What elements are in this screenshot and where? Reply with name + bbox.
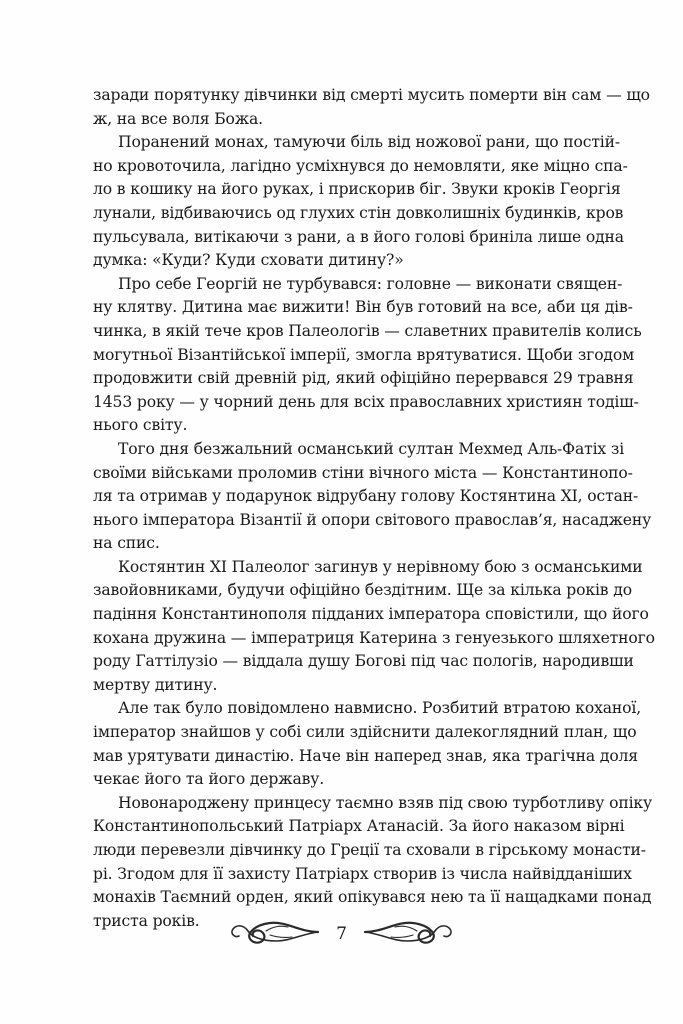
text-line: думка: «Куди? Куди сховати дитину?»: [93, 251, 404, 270]
text-line: заради порятунку дівчинки від смерті мусить померти він сам — що: [93, 86, 650, 104]
text-line: монахів Таємний орден, який опікувався нею та її нащадками понад: [93, 888, 652, 907]
text-line: чекає його та його державу.: [93, 770, 325, 789]
text-line: мав урятувати династію. Наче він наперед знав, яка трагічна доля: [93, 746, 638, 765]
paragraph: [93, 273, 642, 438]
text-line: пульсувала, витікаючи з рани, а в його голові бриніла лише одна: [93, 227, 624, 246]
text-line: чинка, в якій тече кров Палеологів — славетних правителів колись: [93, 321, 642, 340]
text-line: Поранений монах, тамуючи біль від ножової рани, що постій-: [118, 133, 620, 152]
text-line: мертву дитину.: [93, 675, 218, 694]
text-line: нього світу.: [93, 416, 188, 435]
text-line: ля та отримав у подарунок відрубану голову Костянтина XI, остан-: [93, 487, 639, 506]
text-line: імператор знайшов у собі сили здійснити далекоглядний план, що: [93, 723, 637, 742]
text-line: Того дня безжальний османський султан Мехмед Аль-Фатіх зі: [118, 439, 625, 458]
paragraph: [93, 556, 655, 698]
text-line: люди перевезли дівчинку до Греції та сховали в гірському монасти-: [93, 841, 646, 859]
paragraph: [93, 131, 628, 273]
text-line: на спис.: [93, 534, 160, 553]
text-line: триста років.: [93, 911, 200, 930]
text-line: своїми військами проломив стіни вічного міста — Константинопо-: [93, 463, 633, 482]
text-line: продовжити свій древній рід, який офіційно перервався 29 травня: [93, 369, 634, 388]
text-line: но кровоточила, лагідно усміхнувся до немовляти, яке міцно спа-: [93, 156, 628, 175]
text-line: лунали, відбиваючись од глухих стін довколишніх будинків, кров: [93, 203, 624, 222]
page-number: 7: [336, 924, 347, 944]
page-footer: [0, 912, 683, 952]
paragraph: [93, 438, 652, 556]
text-line: кохана дружина — імператриця Катерина з генуезького шляхетного: [93, 628, 655, 647]
text-line: Про себе Георгій не турбувався: головне — виконати священ-: [118, 274, 623, 293]
text-line: завойовниками, будучи офіційно бездітним. Ще за кілька років до: [93, 581, 632, 600]
text-line: Константинопольський Патріарх Атанасій. За його наказом вірні: [93, 817, 625, 836]
text-line: роду Гаттілузіо — віддала душу Богові під час пологів, народивши: [93, 652, 634, 671]
left-swirl-ornament-icon: [228, 917, 320, 947]
text-line: падіння Константинополя підданих імператора сповістили, що його: [93, 605, 649, 624]
paragraph: [93, 84, 650, 131]
text-line: Новонароджену принцесу таємно взяв під свою турботливу опіку: [118, 793, 653, 812]
text-line: рі. Згодом для її захисту Патріарх створив із числа найвідданіших: [93, 864, 632, 883]
text-line: ну клятву. Дитина має вижити! Він був готовий на все, аби ця дів-: [93, 298, 633, 317]
paragraph: [93, 697, 642, 791]
right-swirl-ornament-icon: [363, 917, 455, 947]
text-line: нього імператора Візантії й опори світового православ’я, насаджену: [93, 510, 652, 529]
body-text: [93, 84, 655, 933]
text-line: могутньої Візантійської імперії, змогла врятуватися. Щоби згодом: [93, 345, 635, 364]
text-line: ло в кошику на його руках, і прискорив біг. Звуки кроків Георгія: [93, 180, 621, 199]
text-line: ж, на все воля Божа.: [93, 109, 263, 128]
text-line: 1453 року — у чорний день для всіх православних християн тодіш-: [93, 392, 639, 411]
text-line: Але так було повідомлено навмисно. Розбитий втратою коханої,: [118, 699, 642, 718]
text-line: Костянтин XI Палеолог загинув у нерівному бою з османськими: [118, 557, 643, 576]
